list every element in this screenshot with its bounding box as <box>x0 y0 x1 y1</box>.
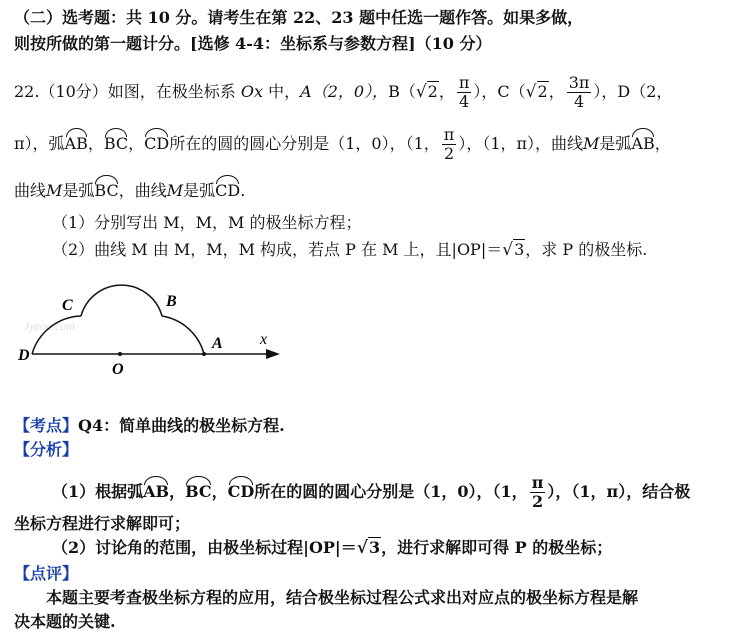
arc-AB <box>162 316 204 354</box>
problem-line1: 22.（10分）如图，在极坐标系 Ox 中，A（2，0），B（√2， $\frac{\pi}{4}$ ），C（√2， $\frac{3\pi}{4}$ ），D（2， <box>14 73 673 111</box>
fenxi-tag: 【分析】 <box>14 440 79 459</box>
label-O: O <box>112 361 124 378</box>
label-A: A <box>212 335 223 352</box>
point-O <box>118 352 122 356</box>
label-B: B <box>166 293 177 310</box>
label-C: C <box>62 297 73 314</box>
question-2: （2）曲线 M 由 M，M，M 构成，若点 P 在 M 上，且|OP|＝√3，求 P 的极坐标. <box>52 240 648 260</box>
question-1: （1）分别写出 M，M，M 的极坐标方程； <box>52 213 362 232</box>
section-title-line1: （二）选考题：共 10 分。请考生在第 22、23 题中任选一题作答。如果多做， <box>14 8 584 27</box>
dianping-line1: 本题主要考查极坐标方程的应用，结合极坐标过程公式求出对应点的极坐标方程是解 <box>46 588 639 607</box>
problem-line2: π），弧AB，BC，CD所在的圆的圆心分别是（1，0），（1， $\frac{\pi}{2}$ ），（1，π），曲线M是弧AB， <box>14 125 671 163</box>
section-title-line2: 则按所做的第一题计分。[选修 4-4：坐标系与参数方程]（10 分） <box>14 34 492 53</box>
point-A <box>202 352 206 356</box>
analysis-p2: （2）讨论角的范围，由极坐标过程|OP|＝√3，进行求解即可得 P 的极坐标； <box>52 538 613 558</box>
polar-figure <box>14 268 294 380</box>
figure-watermark: Jyeoo.com <box>24 319 75 333</box>
axis-arrow-icon <box>266 349 280 359</box>
problem-line3: 曲线M是弧BC，曲线M是弧CD. <box>14 178 245 201</box>
dianping-line2: 决本题的关键. <box>14 612 116 631</box>
dianping-tag: 【点评】 <box>14 564 79 583</box>
kaodian-line: 【考点】Q4：简单曲线的极坐标方程. <box>14 416 285 435</box>
label-D: D <box>18 347 30 364</box>
label-x: x <box>260 331 268 348</box>
analysis-p1-line2: 坐标方程进行求解即可； <box>14 514 191 533</box>
arc-BC <box>81 285 162 316</box>
analysis-p1-line1: （1）根据弧AB，BC，CD所在的圆的圆心分别是（1，0），（1， $\frac{\pi}{2}$ ），（1，π），结合极 <box>52 473 691 511</box>
